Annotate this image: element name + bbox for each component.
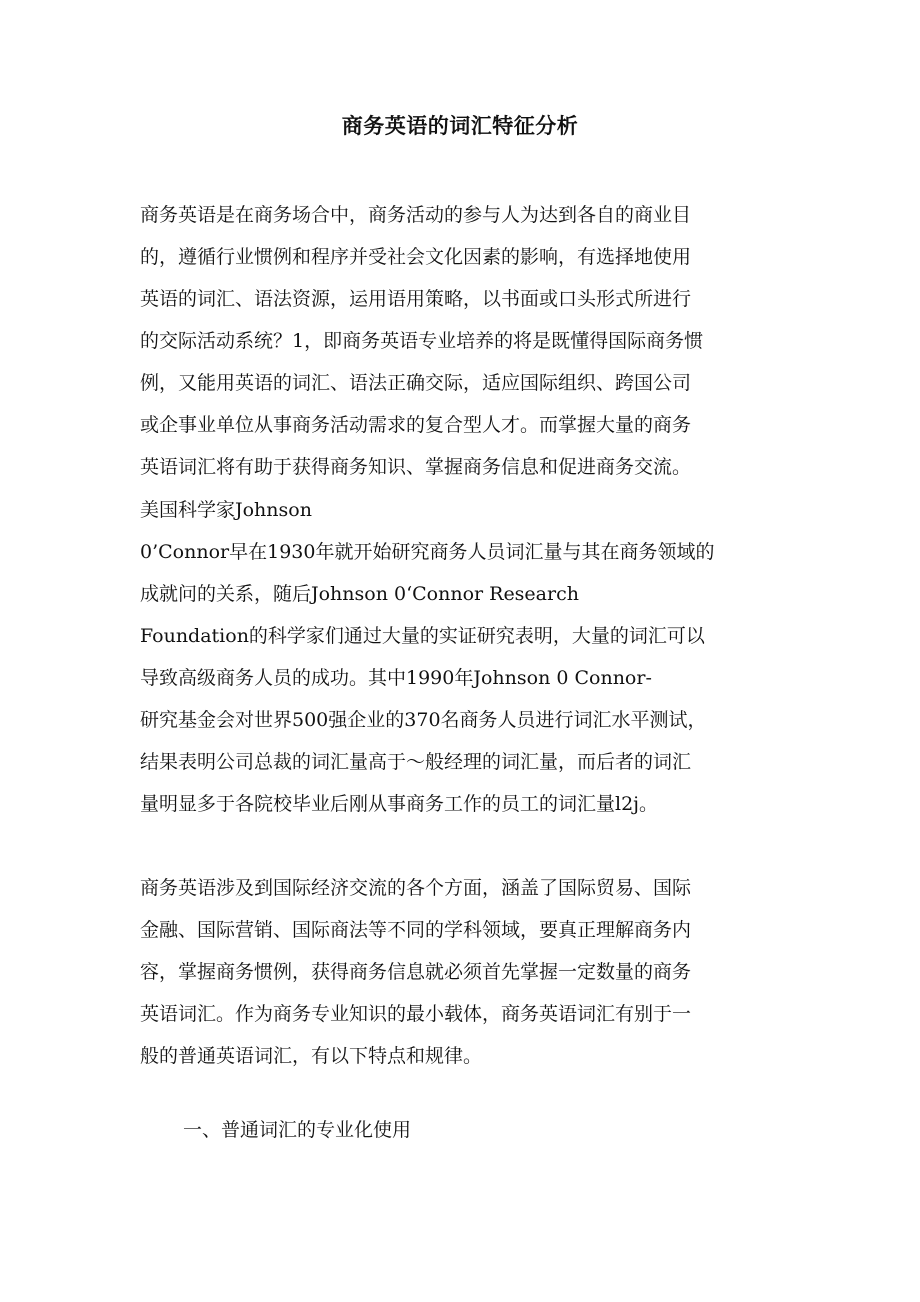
paragraph-1-line-5: 例，又能用英语的词汇、语法正确交际，适应国际组织、跨国公司 <box>140 372 692 394</box>
paragraph-1-line-7: 英语词汇将有助于获得商务知识、掌握商务信息和促进商务交流。 <box>140 456 692 478</box>
paragraph-1-line-8: 美国科学家Johnson <box>140 499 312 521</box>
section-heading: 一、普通词汇的专业化使用 <box>183 1119 412 1141</box>
paragraph-1-line-14: 结果表明公司总裁的词汇量高于～般经理的词汇量，而后者的词汇 <box>140 751 692 773</box>
document-title: 商务英语的词汇特征分析 <box>341 113 579 138</box>
paragraph-1-line-12: 导致高级商务人员的成功。其中1990年Johnson 0 Connor- <box>140 667 652 689</box>
paragraph-1-line-15: 量明显多于各院校毕业后刚从事商务工作的员工的词汇量l2j。 <box>140 793 659 815</box>
paragraph-1-line-9: 0’Connor早在1930年就开始研究商务人员词汇量与其在商务领域的 <box>140 541 715 563</box>
paragraph-1-line-11: Foundation的科学家们通过大量的实证研究表明，大量的词汇可以 <box>140 625 705 647</box>
paragraph-2-line-2: 金融、国际营销、国际商法等不同的学科领域，要真正理解商务内 <box>140 919 692 941</box>
paragraph-1-line-1: 商务英语是在商务场合中，商务活动的参与人为达到各自的商业目 <box>140 204 692 226</box>
paragraph-2-line-5: 般的普通英语词汇，有以下特点和规律。 <box>140 1045 483 1067</box>
paragraph-1-line-10: 成就问的关系，随后Johnson 0‘Connor Research <box>140 583 579 605</box>
paragraph-1-line-4: 的交际活动系统？1，即商务英语专业培养的将是既懂得国际商务惯 <box>140 330 704 352</box>
paragraph-1-line-13: 研究基金会对世界500强企业的370名商务人员进行词汇水平测试， <box>140 709 707 731</box>
paragraph-1-line-6: 或企事业单位从事商务活动需求的复合型人才。而掌握大量的商务 <box>140 414 692 436</box>
paragraph-2-line-1: 商务英语涉及到国际经济交流的各个方面，涵盖了国际贸易、国际 <box>140 877 692 899</box>
paragraph-2-line-3: 容，掌握商务惯例，获得商务信息就必须首先掌握一定数量的商务 <box>140 961 692 983</box>
paragraph-1-line-2: 的，遵循行业惯例和程序并受社会文化因素的影响，有选择地使用 <box>140 246 692 268</box>
paragraph-1-line-3: 英语的词汇、语法资源，运用语用策略，以书面或口头形式所进行 <box>140 288 692 310</box>
paragraph-2-line-4: 英语词汇。作为商务专业知识的最小载体，商务英语词汇有别于一 <box>140 1003 692 1025</box>
